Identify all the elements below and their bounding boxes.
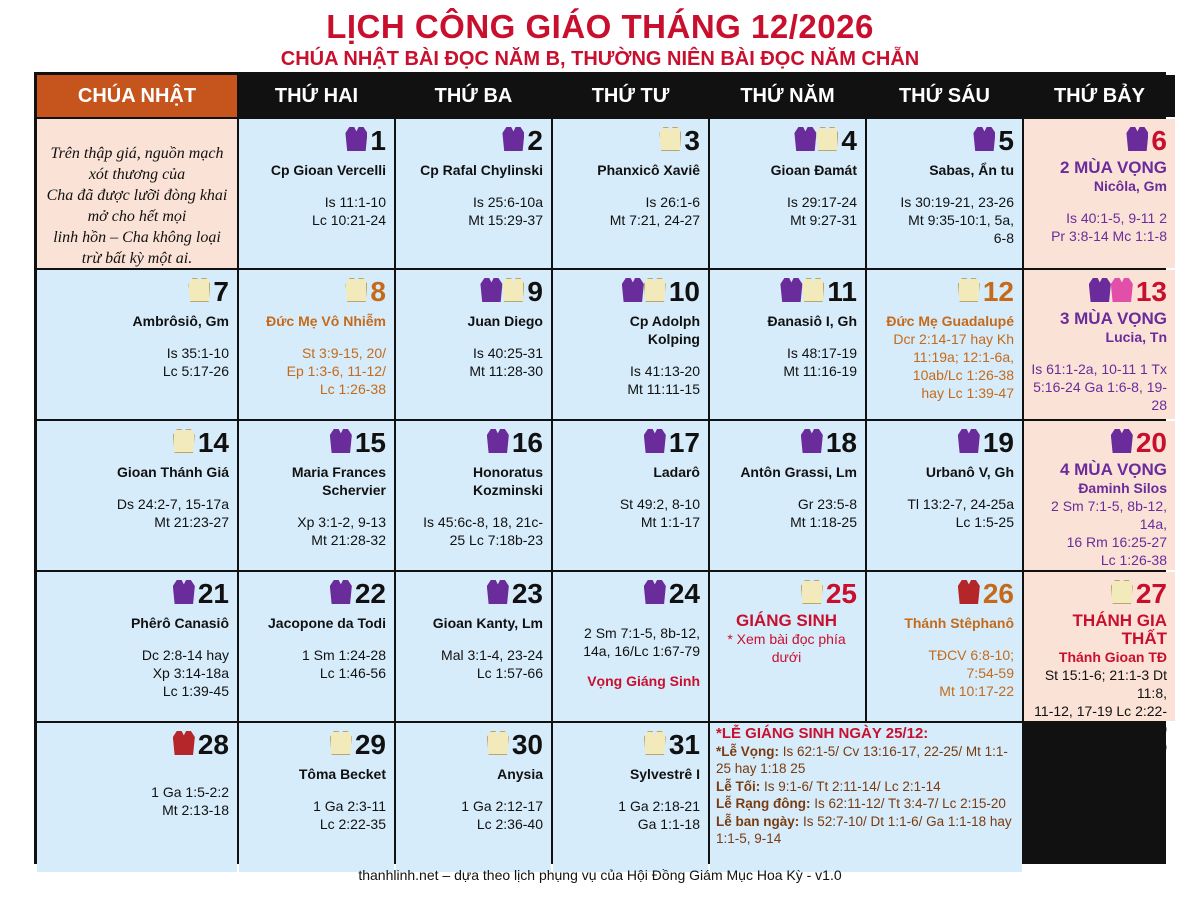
reading: Mt 9:35-10:1, 5a, <box>908 212 1014 228</box>
day-cell[interactable] <box>867 119 1022 268</box>
white-vestment-icon <box>816 127 838 151</box>
white-vestment-icon <box>659 127 681 151</box>
white-vestment-icon <box>644 731 666 755</box>
purple-vestment-icon <box>330 429 352 453</box>
christmas-readings-note <box>710 723 1022 872</box>
vestment-icon <box>958 278 980 306</box>
saint-name: Gioan Thánh Giá <box>116 464 229 480</box>
day-cell[interactable] <box>553 270 708 419</box>
day-cell[interactable] <box>553 421 708 570</box>
footer-credit: thanhlinh.net – dựa theo lịch phụng vụ của Hội Đồng Giám Mục Hoa Kỳ - v1.0 <box>358 867 842 883</box>
day-cell[interactable] <box>1024 270 1175 419</box>
reading: Is 40:25-31 <box>472 345 543 361</box>
vestment-icon <box>801 580 823 608</box>
day-cell[interactable] <box>553 572 708 721</box>
saint-name: Urbanô V, Gh <box>925 464 1014 480</box>
vestment-icon <box>345 127 367 155</box>
reading: Dc 2:8-14 hay <box>141 647 229 663</box>
purple-vestment-icon <box>330 580 352 604</box>
day-number: 26 <box>982 578 1014 609</box>
reading: Pr 3:8-14 Mc 1:1-8 <box>1051 228 1167 244</box>
vestment-icon <box>173 731 195 759</box>
reading: Lc 2:36-40 <box>476 816 543 832</box>
day-cell[interactable] <box>396 421 551 570</box>
day-number: 31 <box>668 729 700 760</box>
vestment-icon <box>330 731 352 759</box>
red-vestment-icon <box>958 580 980 604</box>
day-cell[interactable] <box>37 723 237 872</box>
day-number: 18 <box>825 427 857 458</box>
day-number: 4 <box>841 125 857 156</box>
day-number: 21 <box>197 578 229 609</box>
purple-vestment-icon <box>644 580 666 604</box>
day-cell[interactable] <box>867 270 1022 419</box>
reading: 1 Ga 2:3-11 <box>313 798 386 814</box>
white-vestment-icon <box>801 580 823 604</box>
note-text: Is 62:1-5/ Cv 13:16-17, 22-25/ Mt 1:1-25 hay 1:18 25 <box>716 743 1008 776</box>
purple-vestment-icon <box>487 429 509 453</box>
day-number: 8 <box>370 276 386 307</box>
saint-name: Phêrô Canasiô <box>130 615 229 631</box>
feast-name: Đức Mẹ Vô Nhiễm <box>266 313 386 329</box>
reading: hay2:22, 39-40 <box>1073 739 1167 755</box>
reading: 7:54-59 <box>966 665 1014 681</box>
sunday-title: THÁNH GIA THẤT <box>1072 611 1167 648</box>
reading: Lc 1:5-25 <box>955 514 1014 530</box>
note-text: Is 62:11-12/ Tt 3:4-7/ Lc 2:15-20 <box>810 796 1006 811</box>
saint-name: Lucia, Tn <box>1105 329 1167 345</box>
note-text: Is 9:1-6/ Tt 2:11-14/ Lc 2:1-14 <box>760 778 941 794</box>
vestment-icon <box>1089 278 1133 306</box>
day-cell[interactable] <box>37 421 237 570</box>
saint-name: Sabas, Ẩn tu <box>929 162 1014 178</box>
vestment-icon <box>330 429 352 457</box>
vestment-icon <box>973 127 995 155</box>
reading: Ga 1:1-18 <box>637 816 700 832</box>
reading: Dcr 2:14-17 hay Kh <box>893 331 1014 347</box>
reading: Is 30:19-21, 23-26 <box>900 194 1014 210</box>
vestment-icon <box>502 127 524 155</box>
reading: Is 26:1-6 <box>645 194 700 210</box>
saint-name: Gioan Đamát <box>770 162 857 178</box>
day-cell[interactable] <box>710 421 865 570</box>
reading: 1 Ga 2:18-21 <box>618 798 700 814</box>
vestment-icon <box>1111 429 1133 457</box>
day-number: 24 <box>668 578 700 609</box>
feast-name: Đức Mẹ Guadalupé <box>886 313 1014 329</box>
reading: Mal 3:1-4, 23-24 <box>441 647 543 663</box>
purple-vestment-icon <box>502 127 524 151</box>
reading: Mt 11:28-30 <box>469 363 543 379</box>
saint-name: Honoratus <box>473 464 543 480</box>
reading: 1 Ga 1:5-2:2 <box>151 784 229 800</box>
day-number: 11 <box>827 276 857 307</box>
vestment-icon <box>173 429 195 457</box>
reading: Lc 1:26-38 <box>1100 552 1167 568</box>
reading: Lc 2:22-35 <box>319 816 386 832</box>
saint-name: Juan Diego <box>467 313 543 329</box>
reading: Mt 21:28-32 <box>311 532 386 548</box>
day-cell[interactable] <box>710 572 865 721</box>
reading: St 15:1-6; 21:1-3 Dt 11:8, <box>1044 667 1167 701</box>
vestment-icon <box>659 127 681 155</box>
white-vestment-icon <box>958 278 980 302</box>
reading: Xp 3:1-2, 9-13 <box>297 514 386 530</box>
red-vestment-icon <box>173 731 195 755</box>
vestment-icon <box>958 580 980 608</box>
reading: Lc 10:21-24 <box>312 212 386 228</box>
saint-name: Antôn Grassi, Lm <box>740 464 857 480</box>
reading: 2 Sm 7:1-5, 8b-12, 14a, <box>1051 498 1167 532</box>
purple-vestment-icon <box>958 429 980 453</box>
day-cell[interactable] <box>1024 119 1175 268</box>
day-number: 16 <box>511 427 543 458</box>
vestment-icon <box>330 580 352 608</box>
saint-name: Cp Rafal Chylinski <box>420 162 543 178</box>
vestment-icon <box>801 429 823 457</box>
purple-vestment-icon <box>1126 127 1148 151</box>
saint-name: Đaminh Silos <box>1078 480 1167 496</box>
header-monday: THỨ HAI <box>239 75 394 117</box>
quote-line: linh hồn – Cha không loại trừ bất kỳ một ai. <box>53 229 221 267</box>
reading: TĐCV 6:8-10; <box>928 647 1014 663</box>
vestment-icon <box>794 127 838 155</box>
saint-name: Gioan Kanty, Lm <box>432 615 543 631</box>
day-cell[interactable] <box>239 572 394 721</box>
day-cell[interactable] <box>710 270 865 419</box>
day-number: 9 <box>527 276 543 307</box>
reading: Mt 10:17-22 <box>939 683 1014 699</box>
header-sunday: CHÚA NHẬT <box>37 75 237 117</box>
vestment-icon <box>644 731 666 759</box>
reading: Is 48:17-19 <box>786 345 857 361</box>
day-number: 17 <box>668 427 700 458</box>
vestment-icon <box>480 278 524 306</box>
saint-name: Phanxicô Xaviê <box>597 162 700 178</box>
sunday-title: 4 MÙA VỌNG <box>1059 460 1167 479</box>
vestment-icon <box>345 278 367 306</box>
reading: Ds 24:2-7, 15-17a <box>116 496 229 512</box>
vestment-icon <box>958 429 980 457</box>
day-cell[interactable] <box>37 270 237 419</box>
vestment-icon <box>622 278 666 306</box>
white-vestment-icon <box>330 731 352 755</box>
day-number: 2 <box>527 125 543 156</box>
purple-vestment-icon <box>622 278 644 302</box>
day-cell[interactable] <box>396 270 551 419</box>
reading: 16 Rm 16:25-27 <box>1066 534 1167 550</box>
reading: Is 45:6c-8, 18, 21c- <box>423 514 543 530</box>
day-number: 6 <box>1151 125 1167 156</box>
white-vestment-icon <box>188 278 210 302</box>
vestment-icon <box>487 580 509 608</box>
calendar-grid <box>34 72 1166 864</box>
purple-vestment-icon <box>780 278 802 302</box>
day-cell[interactable] <box>239 723 394 872</box>
reading: Is 29:17-24 <box>786 194 857 210</box>
saint-name: Ambrôsiô, Gm <box>132 313 229 329</box>
feast-name: Thánh Stêphanô <box>904 615 1014 631</box>
reading: Mt 1:18-25 <box>790 514 857 530</box>
purple-vestment-icon <box>801 429 823 453</box>
white-vestment-icon <box>502 278 524 302</box>
day-number: 27 <box>1135 578 1167 609</box>
reading: Tl 13:2-7, 24-25a <box>907 496 1014 512</box>
reading: Is 11:1-10 <box>324 194 386 210</box>
day-number: 29 <box>354 729 386 760</box>
purple-vestment-icon <box>794 127 816 151</box>
reading: 6-8 <box>993 230 1014 246</box>
day-number: 30 <box>511 729 543 760</box>
day-cell[interactable] <box>867 421 1022 570</box>
sunday-title: 2 MÙA VỌNG <box>1059 158 1167 177</box>
saint-name: Anysia <box>497 766 543 782</box>
reading: Mt 11:16-19 <box>783 363 857 379</box>
white-vestment-icon <box>487 731 509 755</box>
header-tuesday: THỨ BA <box>396 75 551 117</box>
saint-name: Sylvestrê I <box>629 766 700 782</box>
day-number: 28 <box>197 729 229 760</box>
saint-name: Thánh Gioan TĐ <box>1058 649 1167 665</box>
purple-vestment-icon <box>487 580 509 604</box>
saint-name: Maria Frances <box>291 464 386 480</box>
day-number: 5 <box>998 125 1014 156</box>
vestment-icon <box>487 731 509 759</box>
feast-note: * Xem bài đọc phía <box>727 631 846 647</box>
quote-cell <box>37 119 237 268</box>
purple-vestment-icon <box>345 127 367 151</box>
quote-line: Trên thập giá, nguồn mạch xót thương của <box>50 145 224 183</box>
white-vestment-icon <box>802 278 824 302</box>
feast-note: dưới <box>771 649 802 665</box>
day-cell[interactable] <box>239 119 394 268</box>
page-title: LỊCH CÔNG GIÁO THÁNG 12/2026 <box>326 8 874 45</box>
day-number: 10 <box>668 276 700 307</box>
sunday-title: 3 MÙA VỌNG <box>1059 309 1167 328</box>
reading: Mt 1:1-17 <box>640 514 700 530</box>
header-saturday: THỨ BẢY <box>1024 75 1175 117</box>
vestment-icon <box>188 278 210 306</box>
reading: 25 Lc 7:18b-23 <box>449 532 543 548</box>
day-number: 14 <box>197 427 229 458</box>
day-cell[interactable] <box>867 572 1022 721</box>
day-number: 19 <box>982 427 1014 458</box>
reading: St 3:9-15, 20/ <box>301 345 386 361</box>
reading: Ep 1:3-6, 11-12/ <box>286 363 386 379</box>
reading: 2 Sm 7:1-5, 8b-12, <box>584 625 700 641</box>
reading: Lc 1:46-56 <box>319 665 386 681</box>
reading: Lc 1:26-38 <box>319 381 386 397</box>
reading: 11:19a; 12:1-6a, <box>913 349 1014 365</box>
purple-vestment-icon <box>973 127 995 151</box>
vestment-icon <box>780 278 824 306</box>
vestment-icon <box>1111 580 1133 608</box>
day-cell[interactable] <box>1024 572 1175 755</box>
day-number: 7 <box>213 276 229 307</box>
reading: Mt 2:13-18 <box>162 802 229 818</box>
reading: Lc 5:17-26 <box>162 363 229 379</box>
reading: Mt 11:11-15 <box>627 381 700 397</box>
day-cell[interactable] <box>239 421 394 570</box>
day-cell[interactable] <box>553 119 708 268</box>
white-vestment-icon <box>1111 580 1133 604</box>
purple-vestment-icon <box>1111 429 1133 453</box>
reading: Is 40:1-5, 9-11 2 <box>1066 210 1167 226</box>
note-label: Lễ Tối: <box>716 778 761 794</box>
saint-name: Tôma Becket <box>298 766 386 782</box>
reading: 14a, 16/Lc 1:67-79 <box>583 643 700 659</box>
day-number: 1 <box>370 125 386 156</box>
reading: Xp 3:14-18a <box>152 665 229 681</box>
saint-name: Jacopone da Todi <box>268 615 386 631</box>
reading: Lc 1:39-45 <box>162 683 229 699</box>
day-number: 20 <box>1135 427 1167 458</box>
day-number: 12 <box>982 276 1014 307</box>
reading: 5:16-24 Ga 1:6-8, 19-28 <box>1033 379 1167 413</box>
vestment-icon <box>173 580 195 608</box>
saint-name: Ladarô <box>653 464 700 480</box>
saint-name: Đanasiô I, Gh <box>767 313 857 329</box>
day-number: 23 <box>511 578 543 609</box>
reading: Mt 7:21, 24-27 <box>609 212 700 228</box>
purple-vestment-icon <box>480 278 502 302</box>
day-cell[interactable] <box>1024 421 1175 570</box>
white-vestment-icon <box>345 278 367 302</box>
day-cell[interactable] <box>37 572 237 721</box>
note-label: *Lễ Vọng: <box>716 743 779 759</box>
note-label: Lễ ban ngày: <box>716 813 800 829</box>
pink-vestment-icon <box>1111 278 1133 302</box>
saint-name: Cp Adolph <box>629 313 700 329</box>
vestment-icon <box>644 580 666 608</box>
saint-name: Schervier <box>322 482 386 498</box>
purple-vestment-icon <box>644 429 666 453</box>
reading: Is 35:1-10 <box>166 345 229 361</box>
note-text: Is 52:7-10/ Dt 1:1-6/ Ga 1:1-18 hay 1:1-5, 9-14 <box>716 813 1012 846</box>
saint-name: Nicôla, Gm <box>1093 178 1167 194</box>
day-number: 25 <box>825 578 857 609</box>
reading: Mt 15:29-37 <box>468 212 543 228</box>
feast-name: GIÁNG SINH <box>735 611 838 630</box>
reading: Lc 1:57-66 <box>476 665 543 681</box>
day-cell[interactable] <box>239 270 394 419</box>
reading: Mt 21:23-27 <box>154 514 229 530</box>
vestment-icon <box>644 429 666 457</box>
reading: Is 25:6-10a <box>472 194 543 210</box>
purple-vestment-icon <box>1089 278 1111 302</box>
header-wednesday: THỨ TƯ <box>553 75 708 117</box>
reading: Gr 23:5-8 <box>797 496 857 512</box>
header-thursday: THỨ NĂM <box>710 75 865 117</box>
day-cell[interactable] <box>553 723 708 872</box>
vestment-icon <box>1126 127 1148 155</box>
purple-vestment-icon <box>173 580 195 604</box>
white-vestment-icon <box>173 429 195 453</box>
day-cell[interactable] <box>396 572 551 721</box>
reading: 1 Sm 1:24-28 <box>301 647 386 663</box>
vigil-label: Vọng Giáng Sinh <box>587 673 700 689</box>
reading: Mt 9:27-31 <box>790 212 857 228</box>
day-number: 15 <box>354 427 386 458</box>
reading: Is 61:1-2a, 10-11 1 Tx <box>1031 361 1167 377</box>
quote-line: Cha đã được lưỡi đòng khai mở cho hết mọi <box>46 187 228 225</box>
page-subtitle: CHÚA NHẬT BÀI ĐỌC NĂM B, THƯỜNG NIÊN BÀI ĐỌC NĂM CHẴN <box>280 48 920 70</box>
saint-name: Kolping <box>647 331 700 347</box>
reading: 10ab/Lc 1:26-38 <box>912 367 1014 383</box>
note-title: *LỄ GIÁNG SINH NGÀY 25/12: <box>716 725 929 742</box>
header-friday: THỨ SÁU <box>867 75 1022 117</box>
reading: 11-12, 17-19 Lc 2:22-40 <box>1034 703 1167 737</box>
vestment-icon <box>487 429 509 457</box>
white-vestment-icon <box>644 278 666 302</box>
day-number: 22 <box>354 578 386 609</box>
day-number: 3 <box>684 125 700 156</box>
reading: 1 Ga 2:12-17 <box>461 798 543 814</box>
note-label: Lễ Rạng đông: <box>716 796 811 811</box>
reading: St 49:2, 8-10 <box>619 496 700 512</box>
reading: hay Lc 1:39-47 <box>921 385 1014 401</box>
day-cell[interactable] <box>710 119 865 268</box>
day-number: 13 <box>1135 276 1167 307</box>
day-cell[interactable] <box>396 723 551 872</box>
reading: Is 41:13-20 <box>629 363 700 379</box>
saint-name: Cp Gioan Vercelli <box>270 162 386 178</box>
day-cell[interactable] <box>396 119 551 268</box>
saint-name: Kozminski <box>472 482 543 498</box>
